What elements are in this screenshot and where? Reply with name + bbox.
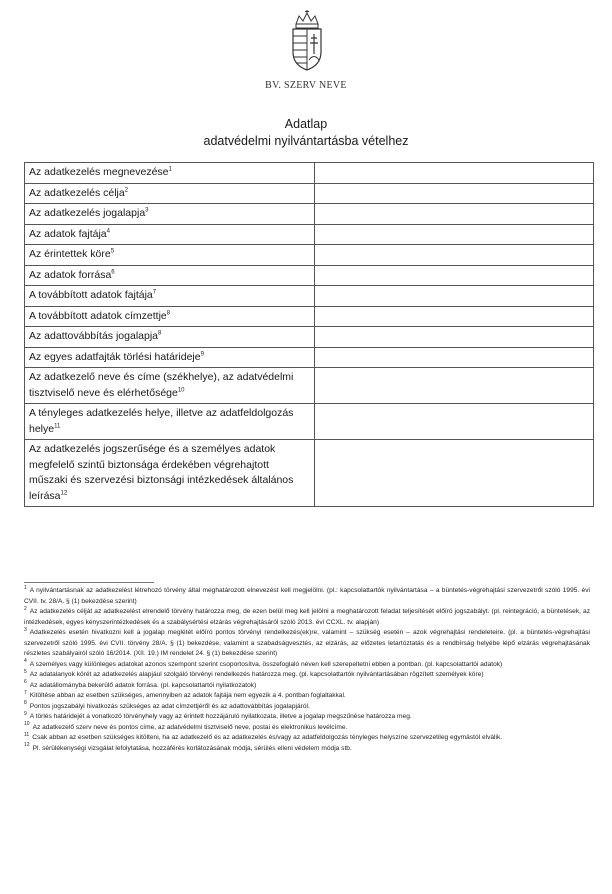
footnote-text: Az adatállományba bekerülő adatok forrása. (pl. kapcsolattartói nyilatkozatok) — [29, 681, 257, 689]
form-row-value-field[interactable] — [315, 368, 594, 404]
footnote-ref: 7 — [152, 289, 157, 296]
footnote-ref: 10 — [177, 387, 185, 393]
footnote-item — [24, 744, 590, 755]
footnote-ref: 4 — [106, 228, 110, 234]
form-row — [25, 245, 594, 266]
footnote-text: Pontos jogszabályi hivatkozás szükséges az adat címzettjéről és az adattovábbítás jogalapjáról. — [29, 702, 310, 710]
form-row-label: Az adatkezelés megnevezése — [29, 166, 169, 178]
footnote-number: 9 — [24, 710, 27, 717]
form-row-label-cell — [25, 368, 315, 404]
form-row — [25, 286, 594, 307]
form-row — [25, 183, 594, 204]
footnote-number: 6 — [24, 679, 27, 686]
form-row-label: Az érintettek köre — [29, 248, 111, 260]
footnote-item — [24, 681, 590, 692]
form-row-label: Az adattovábbítás jogalapja — [29, 330, 159, 342]
footnote-item — [24, 702, 590, 713]
footnote-ref: 8 — [166, 310, 171, 316]
form-row-label: Az adatkezelés jogalapja — [29, 207, 146, 219]
form-row-label-cell — [25, 327, 315, 348]
footnote-text: A nyilvántartásnak az adatkezelést létrehozó törvény által meghatározott elnevezést kell megjelölni. (pl.: kapcsolattartók nyilvántartása – a büntetés-végrehajtási szervezetről szóló 1995. évi CVII. tv. 28/A. § (1) bekezdése szerint) — [24, 587, 590, 605]
form-row — [25, 265, 594, 286]
footnote-ref: 12 — [60, 490, 68, 496]
footnote-text: Adatkezelés esetén hivatkozni kell a jogalap meglétét előíró pontos törvényi rendelkezés(ek)re, valamint – szükség esetén – azok végrehajtási rendeleteire. (pl. a büntetés-végrehajtási szervezetről szóló 1995. évi CVII. törvény 28/A. § (1) bekezdése, valamint a szabadságvesztés, az elzárás, az előzetes letartóztatás és a rendbírság helyébe lépő elzárás végrehajtásának részletes szabályairól szóló 16/2014. (XII. 19.) IM rendelet 24. § (1) bekezdése szerint) — [24, 629, 590, 657]
form-row-label-cell — [25, 183, 315, 204]
footnote-number: 2 — [24, 605, 27, 612]
form-title: Adatlap — [284, 117, 328, 131]
footnote-item — [24, 733, 590, 744]
data-sheet-table — [24, 162, 594, 507]
footnote-text: A törlés határidejét a vonatkozó törvényhely vagy az érintett hozzájáruló nyilatkozata, illetve a jogalap megszűnése határozza meg. — [29, 713, 412, 720]
form-row — [25, 204, 594, 225]
footnote-item — [24, 670, 590, 681]
form-row-label-cell — [25, 204, 315, 225]
form-row-value-field[interactable] — [315, 306, 594, 327]
form-row-value-field[interactable] — [315, 404, 594, 440]
form-title-block — [0, 116, 612, 150]
footnote-number: 4 — [24, 658, 27, 665]
form-row — [25, 347, 594, 368]
form-row-label: Az egyes adatfajták törlési határideje — [29, 350, 201, 363]
form-row-value-field[interactable] — [315, 204, 594, 225]
footnote-text: Kitöltése abban az esetben szükséges, amennyiben az adatok fajtája nem egyezik a 4. pontban foglaltakkal. — [29, 692, 346, 699]
form-row — [25, 368, 594, 404]
footnote-item — [24, 586, 590, 607]
footnote-item — [24, 660, 590, 671]
form-row-label-cell — [25, 265, 315, 286]
form-row-value-field[interactable] — [315, 327, 594, 348]
form-row-value-field[interactable] — [315, 286, 594, 307]
form-row — [25, 404, 594, 440]
footnote-number: 11 — [24, 731, 30, 738]
form-row-label: Az adatok fajtája — [29, 227, 107, 240]
footnotes — [24, 586, 590, 754]
form-row — [25, 440, 594, 507]
form-row-label-cell — [25, 224, 315, 245]
form-row-value-field[interactable] — [315, 183, 594, 204]
hungarian-coat-of-arms-icon — [284, 10, 330, 72]
form-row-label-cell — [25, 440, 315, 507]
form-subtitle: adatvédelmi nyilvántartásba vételhez — [203, 134, 409, 148]
form-row-label: A továbbított adatok fajtája — [29, 289, 153, 301]
footnote-ref: 3 — [145, 207, 149, 214]
footnote-number: 7 — [24, 689, 27, 696]
organization-name: BV. SZERV NEVE — [265, 80, 347, 91]
footnote-ref: 6 — [111, 269, 115, 275]
footnote-text: Csak abban az esetben szükséges kitölteni, ha az adatkezelő és az adatkezelés és/vagy az adatfeldolgozás tényleges helyszíne szervezetileg egymástól elválik. — [32, 734, 503, 741]
footnote-text: A személyes vagy különleges adatokat azonos szempont szerint csoportosítva, összefoglaló néven kell szerepeltetni ebben a pontban. (pl. kapcsolattartói adatok) — [29, 660, 503, 668]
footnote-ref: 1 — [168, 166, 172, 173]
form-row-label-cell — [25, 286, 315, 307]
form-row — [25, 163, 594, 184]
form-row-value-field[interactable] — [315, 163, 594, 184]
footnote-number: 1 — [24, 584, 27, 591]
footnote-ref: 8 — [158, 330, 162, 337]
footnote-item — [24, 691, 590, 702]
footnote-number: 10 — [24, 721, 30, 728]
form-row — [25, 306, 594, 327]
form-row-label-cell — [25, 347, 315, 368]
form-row-label: Az adatok forrása — [29, 268, 112, 281]
form-row-value-field[interactable] — [315, 440, 594, 507]
footnote-ref: 5 — [110, 248, 115, 255]
footnote-text: Az adatkezelő szerv neve és pontos címe, az adatvédelmi tisztviselő neve, postai és elektronikus levélcíme. — [32, 723, 348, 731]
footnote-item — [24, 712, 590, 723]
footnote-item — [24, 607, 590, 628]
footnote-text: Pl. sérülékenységi vizsgálat lefolytatása, hozzáférés korlátozásának módja, sérülés elleni védelem módja stb. — [32, 744, 352, 752]
footnote-item — [24, 628, 590, 660]
form-row — [25, 327, 594, 348]
footnote-item — [24, 723, 590, 734]
footnote-number: 3 — [24, 626, 27, 633]
form-row-label: Az adatkezelő neve és címe (székhelye), az adatvédelmi tisztviselő neve és elérhetősége — [29, 371, 294, 399]
footnote-number: 12 — [24, 742, 30, 749]
form-row-label-cell — [25, 404, 315, 440]
form-row-label-cell — [25, 163, 315, 184]
footnote-number: 5 — [24, 668, 27, 675]
form-row-label: A továbbított adatok címzettje — [29, 309, 167, 322]
footnote-text: Az adatkezelés célját az adatkezelést elrendelő törvény határozza meg, de ezen belül meg kell jelölni a meghatározott feladat teljesítését előíró jogszabályt. (pl. reintegráció, a büntetések, az intézkedések, egyes kényszerintézkedések és a szabálysértési elzárás végrehajtásáról szóló 2013. évi CCXL. tv. alapján) — [24, 608, 590, 626]
footnote-number: 8 — [24, 700, 27, 707]
footnote-divider — [24, 582, 154, 583]
footnote-ref: 9 — [200, 351, 204, 357]
form-row — [25, 224, 594, 245]
form-row-value-field[interactable] — [315, 245, 594, 266]
footnote-ref: 11 — [54, 423, 61, 429]
footnote-text: Az adatalanyok körét az adatkezelés alapjául szolgáló törvényi rendelkezés határozza meg. (pl. kapcsolattartók nyilvántartásában rögzített személyek köre) — [29, 671, 484, 678]
form-row-value-field[interactable] — [315, 265, 594, 286]
form-row-value-field[interactable] — [315, 347, 594, 368]
form-row-label: A tényleges adatkezelés helye, illetve az adatfeldolgozás helye — [29, 407, 294, 435]
form-row-label-cell — [25, 306, 315, 327]
form-row-label-cell — [25, 245, 315, 266]
form-row-label: Az adatkezelés célja — [29, 186, 125, 199]
footnote-ref: 2 — [124, 187, 129, 193]
form-row-value-field[interactable] — [315, 224, 594, 245]
form-row-label: Az adatkezelés jogszerűsége és a személyes adatok megfelelő szintű biztonsága érdekében végrehajtott műszaki és szervezési biztonsági intézkedések általános leírása — [29, 443, 294, 502]
